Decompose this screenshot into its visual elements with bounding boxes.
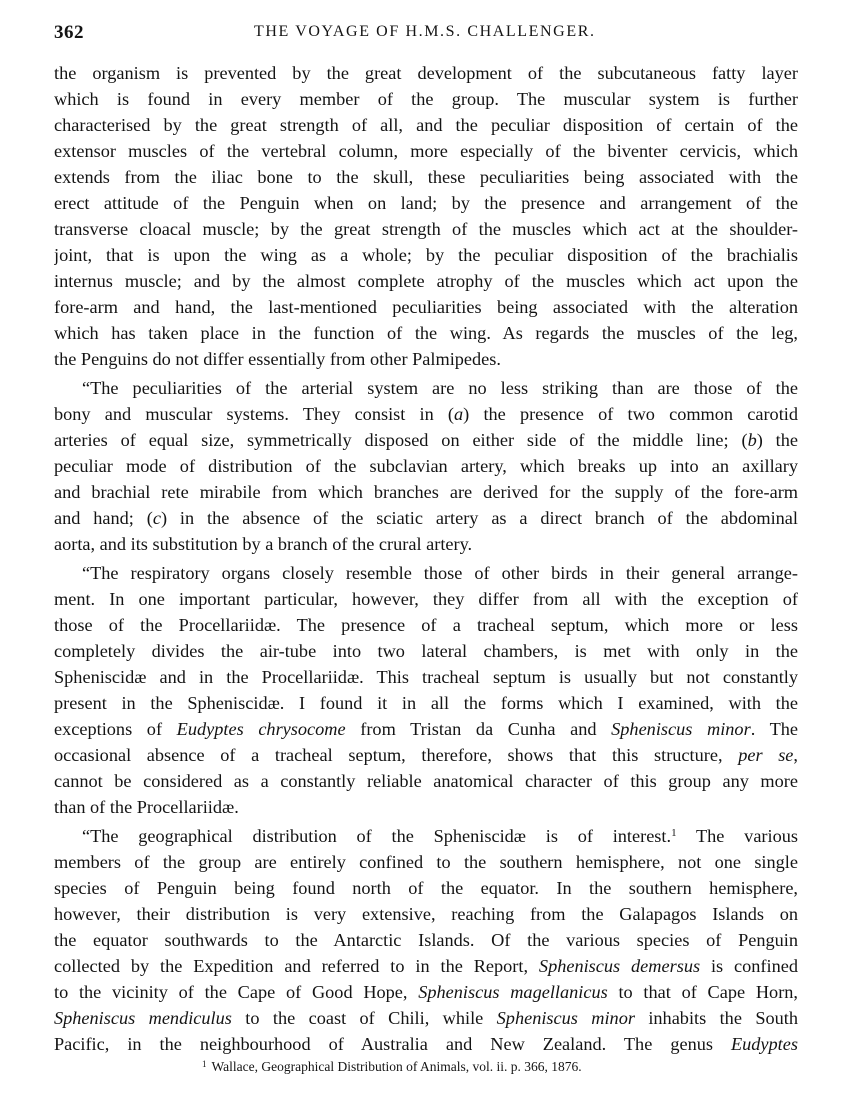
running-head: THE VOYAGE OF H.M.S. CHALLENGER. (254, 23, 596, 40)
text-line: Pacific, in the neighbourhood of Australia and New Zealand. The genus Eudyptes (54, 1034, 798, 1054)
text-line: internus muscle; and by the almost complete atrophy of the muscles which act upon the (54, 271, 798, 291)
text-line: members of the group are entirely confined to the southern hemisphere, not one single (54, 852, 798, 872)
text-line: joint, that is upon the wing as a whole; by the peculiar disposition of the brachialis (54, 245, 798, 265)
page-number: 362 (54, 22, 84, 43)
paragraph (54, 560, 798, 820)
text-line: however, their distribution is very extensive, reaching from the Galapagos Islands on (54, 904, 798, 924)
text-line: “The peculiarities of the arterial system are no less striking than are those of the (82, 378, 798, 398)
text-line: to the vicinity of the Cape of Good Hope, Spheniscus magellanicus to that of Cape Horn, (54, 982, 798, 1002)
text-line: peculiar mode of distribution of the subclavian artery, which breaks up into an axillary (54, 456, 798, 476)
text-line: fore-arm and hand, the last-mentioned peculiarities being associated with the alteration (54, 297, 798, 317)
text-line: those of the Procellariidæ. The presence of a tracheal septum, which more or less (54, 615, 798, 635)
text-line: completely divides the air-tube into two lateral chambers, is met with only in the (54, 641, 798, 661)
text-line: transverse cloacal muscle; by the great strength of the muscles which act at the shoulder- (54, 219, 798, 239)
text-line: exceptions of Eudyptes chrysocome from Tristan da Cunha and Spheniscus minor. The (54, 719, 798, 739)
text-line: the Penguins do not differ essentially from other Palmipedes. (54, 349, 501, 369)
paragraph (54, 60, 798, 372)
text-line: “The respiratory organs closely resemble those of other birds in their general arrange- (82, 563, 798, 583)
text-line: which has taken place in the function of the wing. As regards the muscles of the leg, (54, 323, 798, 343)
footnote: $^1$ Wallace, Geographical Distribution of Animals, vol. ii. p. 366, 1876. (202, 1059, 582, 1074)
text-line: “The geographical distribution of the Spheniscidæ is of interest.$^1$ The various (82, 826, 798, 846)
text-line: bony and muscular systems. They consist in (a) the presence of two common carotid (54, 404, 798, 424)
paragraph (54, 823, 798, 1057)
text-line: and hand; (c) in the absence of the sciatic artery as a direct branch of the abdominal (54, 508, 798, 528)
text-line: arteries of equal size, symmetrically disposed on either side of the middle line; (b) the (54, 430, 798, 450)
text-line: extensor muscles of the vertebral column, more especially of the biventer cervicis, which (54, 141, 798, 161)
text-line: the equator southwards to the Antarctic Islands. Of the various species of Penguin (54, 930, 798, 950)
text-line: the organism is prevented by the great development of the subcutaneous fatty layer (54, 63, 798, 83)
text-line: than of the Procellariidæ. (54, 797, 239, 817)
text-line: erect attitude of the Penguin when on land; by the presence and arrangement of the (54, 193, 798, 213)
page-header (54, 18, 798, 48)
text-line: present in the Spheniscidæ. I found it in all the forms which I examined, with the (54, 693, 798, 713)
text-line: collected by the Expedition and referred to in the Report, Spheniscus demersus is confined (54, 956, 798, 976)
text-line: cannot be considered as a constantly reliable anatomical character of this group any more (54, 771, 798, 791)
text-line: Spheniscus mendiculus to the coast of Chili, while Spheniscus minor inhabits the South (54, 1008, 798, 1028)
text-line: and brachial rete mirabile from which branches are derived for the supply of the fore-arm (54, 482, 798, 502)
paragraph (54, 375, 798, 557)
text-line: species of Penguin being found north of the equator. In the southern hemisphere, (54, 878, 798, 898)
text-line: Spheniscidæ and in the Procellariidæ. This tracheal septum is usually but not constantly (54, 667, 798, 687)
text-line: extends from the iliac bone to the skull, these peculiarities being associated with the (54, 167, 798, 187)
text-line: aorta, and its substitution by a branch of the crural artery. (54, 534, 473, 554)
text-line: occasional absence of a tracheal septum, therefore, shows that this structure, per se, (54, 745, 798, 765)
text-line: which is found in every member of the group. The muscular system is further (54, 89, 798, 109)
text-line: characterised by the great strength of all, and the peculiar disposition of certain of the (54, 115, 798, 135)
text-line: ment. In one important particular, however, they differ from all with the exception of (54, 589, 798, 609)
body-text (54, 60, 798, 1057)
